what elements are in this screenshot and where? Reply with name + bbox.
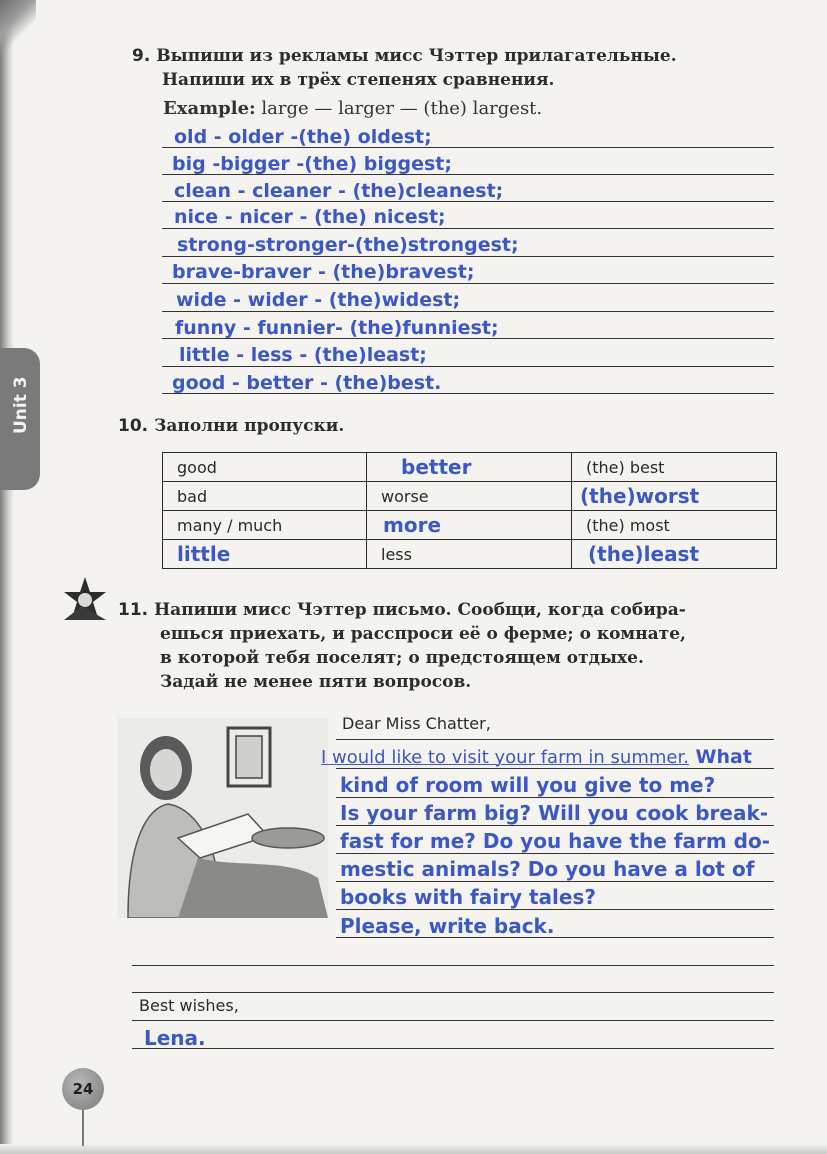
exercise-11-number: 11. (118, 600, 149, 620)
writing-line (132, 1048, 774, 1049)
exercise-11-instruction-2: ешься приехать, и расспроси её о ферме; о комнате, (160, 624, 686, 644)
table-cell: worse (367, 482, 572, 511)
table-cell: (the) most (572, 511, 777, 540)
letter-text-thin: I would like to visit your farm in summer. (321, 747, 689, 768)
table-row (163, 540, 777, 569)
answer-line: good - better - (the)best. (172, 372, 442, 394)
writing-line (336, 739, 774, 740)
writing-line (336, 797, 774, 798)
table-row (163, 482, 777, 511)
example-text: large — larger — (the) largest. (255, 98, 543, 119)
writing-line (162, 366, 774, 367)
exercise-10-heading (118, 414, 344, 438)
table-cell: bad (163, 482, 367, 511)
writing-line (162, 256, 774, 257)
table-cell: good (163, 453, 367, 482)
table-row (163, 453, 777, 482)
filled-answer-cell: better (367, 453, 572, 482)
example-label: Example: (163, 98, 256, 119)
writing-line (132, 1020, 774, 1021)
unit-side-tab (0, 348, 40, 490)
answer-line: funny - funnier- (the)funniest; (175, 317, 499, 339)
writing-line (162, 228, 774, 229)
letter-line: Please, write back. (340, 914, 555, 938)
filled-answer-cell: little (163, 540, 367, 569)
table-cell: many / much (163, 511, 367, 540)
answer-line: strong-stronger-(the)strongest; (177, 234, 519, 256)
writing-line (132, 965, 774, 966)
letter-signature: Lena. (144, 1026, 206, 1050)
letter-line: kind of room will you give to me? (340, 773, 716, 797)
filled-answer-cell: more (367, 511, 572, 540)
comparison-table (162, 452, 777, 569)
exercise-10-number: 10. (118, 416, 149, 436)
table-cell: less (367, 540, 572, 569)
letter-line: fast for me? Do you have the farm do- (340, 829, 770, 853)
writing-line (162, 311, 774, 312)
page-number-badge: 24 (62, 1068, 104, 1110)
writing-line (132, 992, 774, 993)
answer-line: big -bigger -(the) biggest; (172, 153, 452, 175)
exercise-9-heading (132, 44, 677, 68)
page-edge-shadow (0, 0, 14, 1154)
exercise-11-instruction-3: в которой тебя поселят; о предстоящем отдыхе. (160, 648, 644, 668)
writing-line (336, 909, 774, 910)
letter-line: mestic animals? Do you have a lot of (340, 857, 755, 881)
exercise-9-instruction-line-2: Напиши их в трёх степенях сравнения. (162, 70, 555, 90)
letter-text-bold: What (688, 746, 752, 768)
table-cell: (the) best (572, 453, 777, 482)
filled-answer-cell: (the)least (572, 540, 777, 569)
letter-line: Is your farm big? Will you cook break- (340, 801, 769, 825)
letter-greeting: Dear Miss Chatter, (342, 714, 491, 733)
exercise-11-instruction-1: Напиши мисс Чэттер письмо. Сообщи, когда собира- (154, 600, 686, 620)
exercise-10-instruction: Заполни пропуски. (154, 416, 345, 436)
writing-line (162, 283, 774, 284)
answer-line: clean - cleaner - (the)cleanest; (174, 180, 504, 202)
table-row (163, 511, 777, 540)
exercise-11-instruction-4: Задай не менее пяти вопросов. (160, 672, 472, 692)
page-corner-shadow (0, 0, 36, 60)
exercise-9-number: 9. (132, 46, 151, 66)
writing-line (336, 881, 774, 882)
balloon-string (82, 1110, 84, 1146)
answer-line: brave-braver - (the)bravest; (172, 261, 475, 283)
letter-closing: Best wishes, (139, 996, 239, 1015)
exercise-11-heading (118, 598, 686, 622)
letter-line: books with fairy tales? (340, 885, 596, 909)
letter-line-1 (321, 746, 752, 769)
girl-reading-letter-illustration (118, 718, 328, 918)
answer-line: little - less - (the)least; (179, 344, 427, 366)
star-task-icon (62, 576, 108, 622)
writing-line (336, 825, 774, 826)
page-bottom-shadow (0, 1144, 827, 1154)
exercise-9-example (163, 98, 542, 119)
filled-answer-cell: (the)worst (572, 482, 777, 511)
unit-tab-label: Unit 3 (11, 376, 31, 434)
exercise-9-instruction-1: Выпиши из рекламы мисс Чэттер прилагательные. (156, 46, 677, 66)
answer-line: nice - nicer - (the) nicest; (174, 206, 446, 228)
answer-line: old - older -(the) oldest; (174, 126, 432, 148)
writing-line (336, 853, 774, 854)
answer-line: wide - wider - (the)widest; (176, 289, 461, 311)
